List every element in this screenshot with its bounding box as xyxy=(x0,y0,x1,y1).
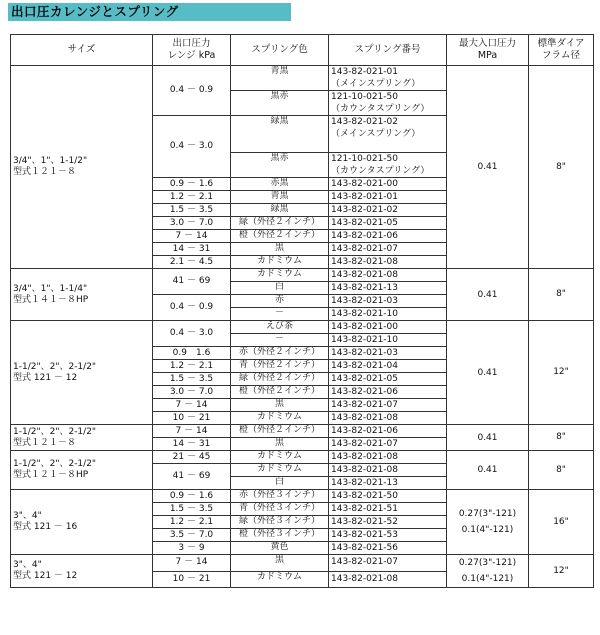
size-text: 3/4"、1"、1-1/4" xyxy=(13,283,88,294)
color-cell: 緑（外径３インチ） xyxy=(231,516,329,529)
spring-number-cell: 143-82-021-52 xyxy=(329,516,447,529)
table-body xyxy=(11,66,594,588)
color-cell: 白 xyxy=(231,282,329,295)
header-color: スプリング色 xyxy=(231,35,329,66)
color-cell: 黒赤 xyxy=(231,153,329,178)
section-title: 出口圧カレンジとスプリング xyxy=(8,3,291,21)
color-cell: 赤 xyxy=(231,295,329,308)
size-cell xyxy=(11,66,153,269)
max-inlet-cell: 0.41 xyxy=(447,66,529,269)
max-inlet-cell: 0.41 xyxy=(447,269,529,321)
range-cell: 0.9 1.6 xyxy=(153,347,231,360)
size-cell xyxy=(11,269,153,321)
color-cell: カドミウム xyxy=(231,571,329,588)
color-cell: 赤（外径３インチ） xyxy=(231,490,329,503)
spring-number-cell: 143-82-021-07 xyxy=(329,555,447,572)
diaphragm-cell: 16" xyxy=(529,490,594,555)
color-cell: カドミウム xyxy=(231,269,329,282)
range-cell: 1.2 － 2.1 xyxy=(153,191,231,204)
size-cell xyxy=(11,555,153,588)
size-cell xyxy=(11,321,153,425)
spring-number-cell: 143-82-021-13 xyxy=(329,282,447,295)
model-text: 型式 121 － 16 xyxy=(13,522,78,532)
range-cell: 0.9 － 1.6 xyxy=(153,490,231,503)
color-cell: 黒 xyxy=(231,555,329,572)
range-cell: 21 － 45 xyxy=(153,451,231,464)
spring-number-cell: 143-82-021-06 xyxy=(329,386,447,399)
spring-number-cell: （カウンタスプリング） xyxy=(329,165,447,178)
color-cell: カドミウム xyxy=(231,412,329,425)
size-cell xyxy=(11,451,153,490)
range-cell: 7 － 14 xyxy=(153,425,231,438)
range-cell: 3.5 － 7.0 xyxy=(153,529,231,542)
color-cell: 橙（外径２インチ） xyxy=(231,386,329,399)
table-row xyxy=(11,425,594,438)
spring-number-cell: 143-82-021-51 xyxy=(329,503,447,516)
spring-number-cell: 143-82-021-07 xyxy=(329,399,447,412)
color-cell: カドミウム xyxy=(231,464,329,477)
range-cell: 0.9 － 1.6 xyxy=(153,178,231,191)
spring-number-cell: （メインスプリング） xyxy=(329,128,447,140)
model-text: 型式 121 － 12 xyxy=(13,372,78,383)
color-cell: 黒 xyxy=(231,399,329,412)
range-cell: 10 － 21 xyxy=(153,571,231,588)
color-cell: 青（外径３インチ） xyxy=(231,503,329,516)
color-cell: えび茶 xyxy=(231,321,329,334)
range-cell: 2.1 － 4.5 xyxy=(153,256,231,269)
header-range: 出口圧力 レンジ kPa xyxy=(153,35,231,66)
model-text: 型式１４１－８HP xyxy=(13,294,89,305)
table-row xyxy=(11,490,594,503)
spring-number-cell: 143-82-021-01 xyxy=(329,191,447,204)
spring-number-cell: （カウンタスプリング） xyxy=(329,103,447,116)
diaphragm-cell: 8" xyxy=(529,269,594,321)
range-cell: 7 － 14 xyxy=(153,399,231,412)
spring-number-cell: 143-82-021-05 xyxy=(329,373,447,386)
range-cell: 41 － 69 xyxy=(153,269,231,295)
color-cell: 黄色 xyxy=(231,542,329,555)
spring-table xyxy=(10,34,594,588)
spring-number-cell: 143-82-021-04 xyxy=(329,360,447,373)
diaphragm-cell: 8" xyxy=(529,66,594,269)
spring-number-cell: 143-82-021-08 xyxy=(329,269,447,282)
range-cell: 7 － 14 xyxy=(153,555,231,572)
color-cell: 緑黒 xyxy=(231,204,329,217)
color-cell: 橙（外径３インチ） xyxy=(231,529,329,542)
spring-number-cell: 143-82-021-05 xyxy=(329,217,447,230)
range-cell: 1.2 － 2.1 xyxy=(153,360,231,373)
range-cell: 1.5 － 3.5 xyxy=(153,373,231,386)
size-text: 3/4"、1"、1-1/2" xyxy=(13,156,88,166)
spring-number-cell: 143-82-021-02 xyxy=(329,116,447,129)
header-diaphragm: 標準ダイア フラム径 xyxy=(529,35,594,66)
color-cell: － xyxy=(231,334,329,347)
color-cell: － xyxy=(231,308,329,321)
spring-number-cell: 143-82-021-08 xyxy=(329,412,447,425)
range-cell: 3.0 － 7.0 xyxy=(153,386,231,399)
spring-number-cell: 121-10-021-50 xyxy=(329,153,447,166)
size-cell xyxy=(11,490,153,555)
spring-number-cell: 143-82-021-08 xyxy=(329,571,447,588)
spring-number-cell: 143-82-021-00 xyxy=(329,321,447,334)
table-header-row xyxy=(11,35,594,66)
size-text: 3"、4" xyxy=(13,560,42,570)
color-cell: 青黒 xyxy=(231,66,329,91)
header-max-inlet: 最大入口圧力 MPa xyxy=(447,35,529,66)
spring-number-cell: 143-82-021-06 xyxy=(329,425,447,438)
max-inlet-cell: 0.27(3"-121) 0.1(4"-121) xyxy=(447,490,529,555)
model-text: 型式 121 － 12 xyxy=(13,571,78,581)
size-text: 1-1/2"、2"、2-1/2" xyxy=(13,459,97,469)
spring-number-cell: 143-82-021-53 xyxy=(329,529,447,542)
color-cell: 青黒 xyxy=(231,191,329,204)
spring-number-cell: 143-82-021-10 xyxy=(329,308,447,321)
color-cell: 黒 xyxy=(231,438,329,451)
table-row xyxy=(11,269,594,282)
spring-number-cell: 143-82-021-07 xyxy=(329,438,447,451)
spring-number-cell: 143-82-021-01 xyxy=(329,66,447,79)
spring-number-cell: 143-82-021-08 xyxy=(329,451,447,464)
model-text: 型式１２１－８ xyxy=(13,167,77,177)
max-inlet-cell: 0.27(3"-121) 0.1(4"-121) xyxy=(447,555,529,588)
range-cell: 1.2 － 2.1 xyxy=(153,516,231,529)
color-cell: 緑黒 xyxy=(231,116,329,153)
range-cell: 1.5 － 3.5 xyxy=(153,204,231,217)
range-cell: 7 － 14 xyxy=(153,230,231,243)
range-cell: 14 － 31 xyxy=(153,438,231,451)
color-cell: 赤黒 xyxy=(231,178,329,191)
range-cell: 3 － 9 xyxy=(153,542,231,555)
spring-number-cell: 121-10-021-50 xyxy=(329,91,447,104)
color-cell: カドミウム xyxy=(231,256,329,269)
spring-number-cell: 143-82-021-03 xyxy=(329,347,447,360)
spring-number-cell: 143-82-021-08 xyxy=(329,464,447,477)
spring-number-cell: （メインスプリング） xyxy=(329,78,447,91)
color-cell: 黒 xyxy=(231,243,329,256)
model-text: 型式１２１－８ xyxy=(13,437,77,448)
spring-number-cell: 143-82-021-56 xyxy=(329,542,447,555)
color-cell: 黒赤 xyxy=(231,91,329,116)
color-cell: 青（外径２インチ） xyxy=(231,360,329,373)
color-cell: 赤（外径２インチ） xyxy=(231,347,329,360)
table-row xyxy=(11,555,594,572)
spring-number-cell: 143-82-021-50 xyxy=(329,490,447,503)
spring-number-cell: 143-82-021-03 xyxy=(329,295,447,308)
size-cell xyxy=(11,425,153,451)
color-cell: 橙（外径２インチ） xyxy=(231,230,329,243)
spring-number-cell: 143-82-021-08 xyxy=(329,256,447,269)
max-inlet-cell: 0.41 xyxy=(447,425,529,451)
range-cell: 3.0 － 7.0 xyxy=(153,217,231,230)
spring-number-cell: 143-82-021-10 xyxy=(329,334,447,347)
color-cell: 緑（外径２インチ） xyxy=(231,217,329,230)
range-cell: 10 － 21 xyxy=(153,412,231,425)
size-text: 3"、4" xyxy=(13,511,42,521)
max-inlet-cell: 0.41 xyxy=(447,321,529,425)
table-row xyxy=(11,66,594,79)
range-cell: 0.4 － 0.9 xyxy=(153,66,231,116)
diaphragm-cell: 8" xyxy=(529,451,594,490)
size-text: 1-1/2"、2"、2-1/2" xyxy=(13,426,97,437)
range-cell: 0.4 － 3.0 xyxy=(153,116,231,178)
header-number: スプリング番号 xyxy=(329,35,447,66)
diaphragm-cell: 12" xyxy=(529,321,594,425)
range-cell: 0.4 － 3.0 xyxy=(153,321,231,347)
color-cell: 白 xyxy=(231,477,329,490)
color-cell: カドミウム xyxy=(231,451,329,464)
spring-number-cell: 143-82-021-07 xyxy=(329,243,447,256)
table-row xyxy=(11,451,594,464)
color-cell: 緑（外径２インチ） xyxy=(231,373,329,386)
diaphragm-cell: 12" xyxy=(529,555,594,588)
model-text: 型式１２１－８HP xyxy=(13,470,89,480)
range-cell: 1.5 － 3.5 xyxy=(153,503,231,516)
max-inlet-cell: 0.41 xyxy=(447,451,529,490)
spring-number-cell: 143-82-021-02 xyxy=(329,204,447,217)
spring-number-cell: 143-82-021-13 xyxy=(329,477,447,490)
diaphragm-cell: 8" xyxy=(529,425,594,451)
range-cell: 41 － 69 xyxy=(153,464,231,490)
spring-number-cell: 143-82-021-00 xyxy=(329,178,447,191)
table-row xyxy=(11,321,594,334)
size-text: 1-1/2"、2"、2-1/2" xyxy=(13,361,97,372)
range-cell: 14 － 31 xyxy=(153,243,231,256)
header-size: サイズ xyxy=(11,35,153,66)
spring-number-cell xyxy=(329,140,447,153)
color-cell: 橙（外径２インチ） xyxy=(231,425,329,438)
range-cell: 0.4 － 0.9 xyxy=(153,295,231,321)
spring-number-cell: 143-82-021-06 xyxy=(329,230,447,243)
